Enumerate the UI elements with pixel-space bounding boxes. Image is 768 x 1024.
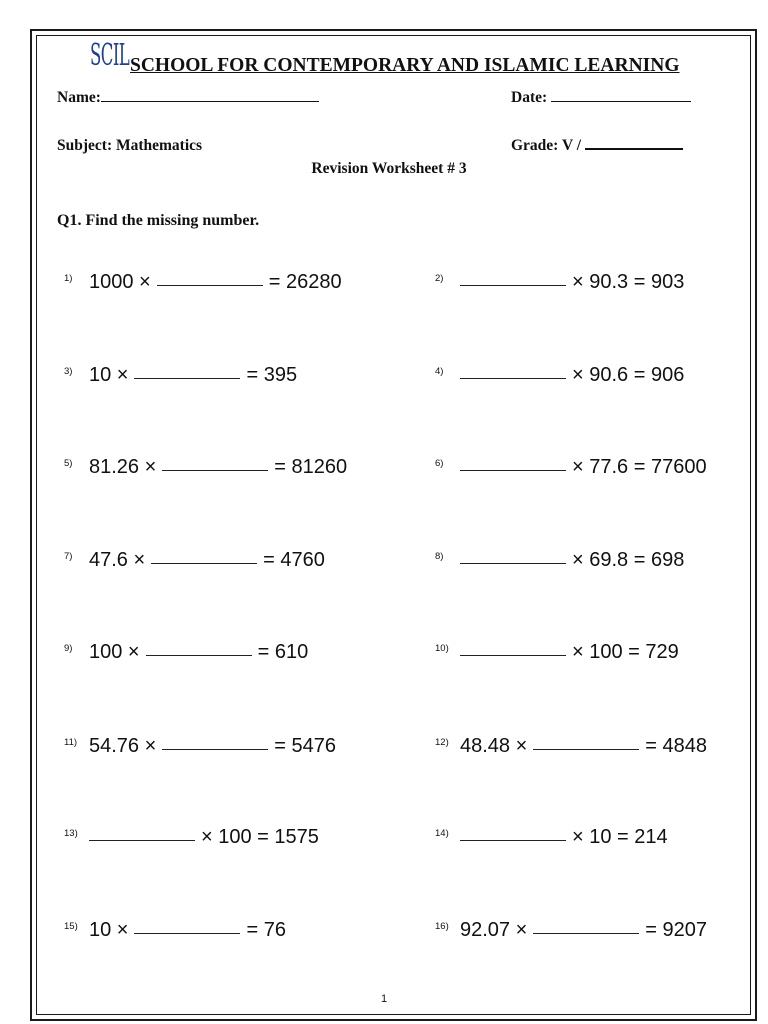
answer-blank[interactable]: [162, 748, 268, 750]
problem-item: [435, 452, 725, 492]
problem-number: 14): [435, 828, 449, 839]
problem-number: 8): [435, 551, 444, 562]
problem-item: [64, 915, 354, 955]
problem-equation: [460, 549, 684, 572]
equation-right-term: = 4848: [645, 735, 708, 757]
problem-equation: [460, 271, 684, 294]
problem-number: 10): [435, 643, 449, 654]
problem-item: [435, 822, 725, 862]
equation-left-term: 1000 ×: [89, 271, 151, 293]
name-blank[interactable]: [101, 100, 319, 102]
grade-label: Grade: V /: [511, 137, 582, 154]
problem-number: 15): [64, 921, 78, 932]
problem-item: [435, 267, 725, 307]
answer-blank[interactable]: [134, 377, 240, 379]
problem-equation: [89, 919, 286, 942]
equation-right-term: = 9207: [645, 919, 708, 941]
answer-blank[interactable]: [460, 284, 566, 286]
problem-equation: [89, 364, 297, 387]
problem-item: [435, 915, 725, 955]
problem-item: [64, 267, 354, 307]
date-label: Date:: [511, 89, 548, 106]
problem-equation: [89, 271, 342, 294]
problem-equation: [460, 735, 707, 758]
problem-number: 5): [64, 458, 73, 469]
equation-right-term: = 5476: [274, 735, 337, 757]
equation-left-term: 100 ×: [89, 641, 140, 663]
equation-right-term: × 100 = 1575: [201, 826, 319, 848]
question-title: Q1. Find the missing number.: [57, 212, 260, 229]
problem-item: [64, 360, 354, 400]
problem-number: 2): [435, 273, 444, 284]
problem-equation: [89, 826, 319, 849]
problem-number: 12): [435, 737, 449, 748]
problem-item: [64, 637, 354, 677]
answer-blank[interactable]: [162, 469, 268, 471]
equation-right-term: = 76: [246, 919, 286, 941]
answer-blank[interactable]: [89, 839, 195, 841]
equation-right-term: × 90.6 = 906: [572, 364, 685, 386]
problem-equation: [89, 456, 347, 479]
equation-right-term: × 77.6 = 77600: [572, 456, 707, 478]
equation-right-term: = 4760: [263, 549, 325, 571]
equation-right-term: × 90.3 = 903: [572, 271, 685, 293]
equation-right-term: × 69.8 = 698: [572, 549, 685, 571]
problem-item: [64, 822, 354, 862]
equation-left-term: 54.76 ×: [89, 735, 157, 757]
date-field[interactable]: [511, 89, 691, 107]
problem-equation: [89, 641, 308, 664]
answer-blank[interactable]: [460, 562, 566, 564]
problem-equation: [460, 364, 684, 387]
subject-label: Subject: Mathematics: [57, 137, 203, 154]
problem-number: 3): [64, 366, 73, 377]
problem-equation: [460, 456, 707, 479]
answer-blank[interactable]: [134, 932, 240, 934]
answer-blank[interactable]: [460, 377, 566, 379]
problem-number: 1): [64, 273, 73, 284]
problem-number: 9): [64, 643, 73, 654]
problem-number: 13): [64, 828, 78, 839]
problem-item: [435, 360, 725, 400]
date-blank[interactable]: [551, 100, 691, 102]
problem-number: 7): [64, 551, 73, 562]
equation-left-term: 48.48 ×: [460, 735, 528, 757]
problem-item: [435, 731, 725, 771]
name-label: Name:: [57, 89, 101, 106]
name-field[interactable]: [57, 89, 319, 107]
answer-blank[interactable]: [460, 839, 566, 841]
problem-number: 16): [435, 921, 449, 932]
school-logo: SCIL: [90, 38, 130, 73]
answer-blank[interactable]: [157, 284, 263, 286]
problem-number: 11): [64, 737, 78, 748]
answer-blank[interactable]: [460, 469, 566, 471]
equation-right-term: = 610: [257, 641, 309, 663]
answer-blank[interactable]: [151, 562, 257, 564]
equation-left-term: 92.07 ×: [460, 919, 528, 941]
answer-blank[interactable]: [460, 654, 566, 656]
problem-number: 6): [435, 458, 444, 469]
answer-blank[interactable]: [146, 654, 252, 656]
problem-number: 4): [435, 366, 444, 377]
equation-right-term: × 10 = 214: [572, 826, 668, 848]
problem-item: [64, 452, 354, 492]
equation-right-term: = 81260: [274, 456, 348, 478]
problem-equation: [89, 549, 325, 572]
equation-right-term: = 395: [246, 364, 298, 386]
answer-blank[interactable]: [533, 932, 639, 934]
equation-right-term: × 100 = 729: [572, 641, 679, 663]
problem-equation: [460, 919, 707, 942]
equation-left-term: 47.6 ×: [89, 549, 146, 571]
school-name: SCHOOL FOR CONTEMPORARY AND ISLAMIC LEARNING: [130, 55, 680, 76]
page-border-inner: [36, 35, 751, 1015]
problem-item: [64, 731, 354, 771]
equation-left-term: 81.26 ×: [89, 456, 157, 478]
worksheet-title: Revision Worksheet # 3: [311, 160, 467, 177]
problem-item: [64, 545, 354, 585]
problem-equation: [460, 641, 679, 664]
grade-blank[interactable]: [585, 147, 683, 150]
answer-blank[interactable]: [533, 748, 639, 750]
equation-left-term: 10 ×: [89, 919, 129, 941]
equation-left-term: 10 ×: [89, 364, 129, 386]
problem-item: [435, 637, 725, 677]
equation-right-term: = 26280: [268, 271, 342, 293]
problem-equation: [460, 826, 668, 849]
page-number: 1: [380, 993, 388, 1005]
grade-field[interactable]: [511, 137, 683, 155]
problem-equation: [89, 735, 336, 758]
problem-item: [435, 545, 725, 585]
